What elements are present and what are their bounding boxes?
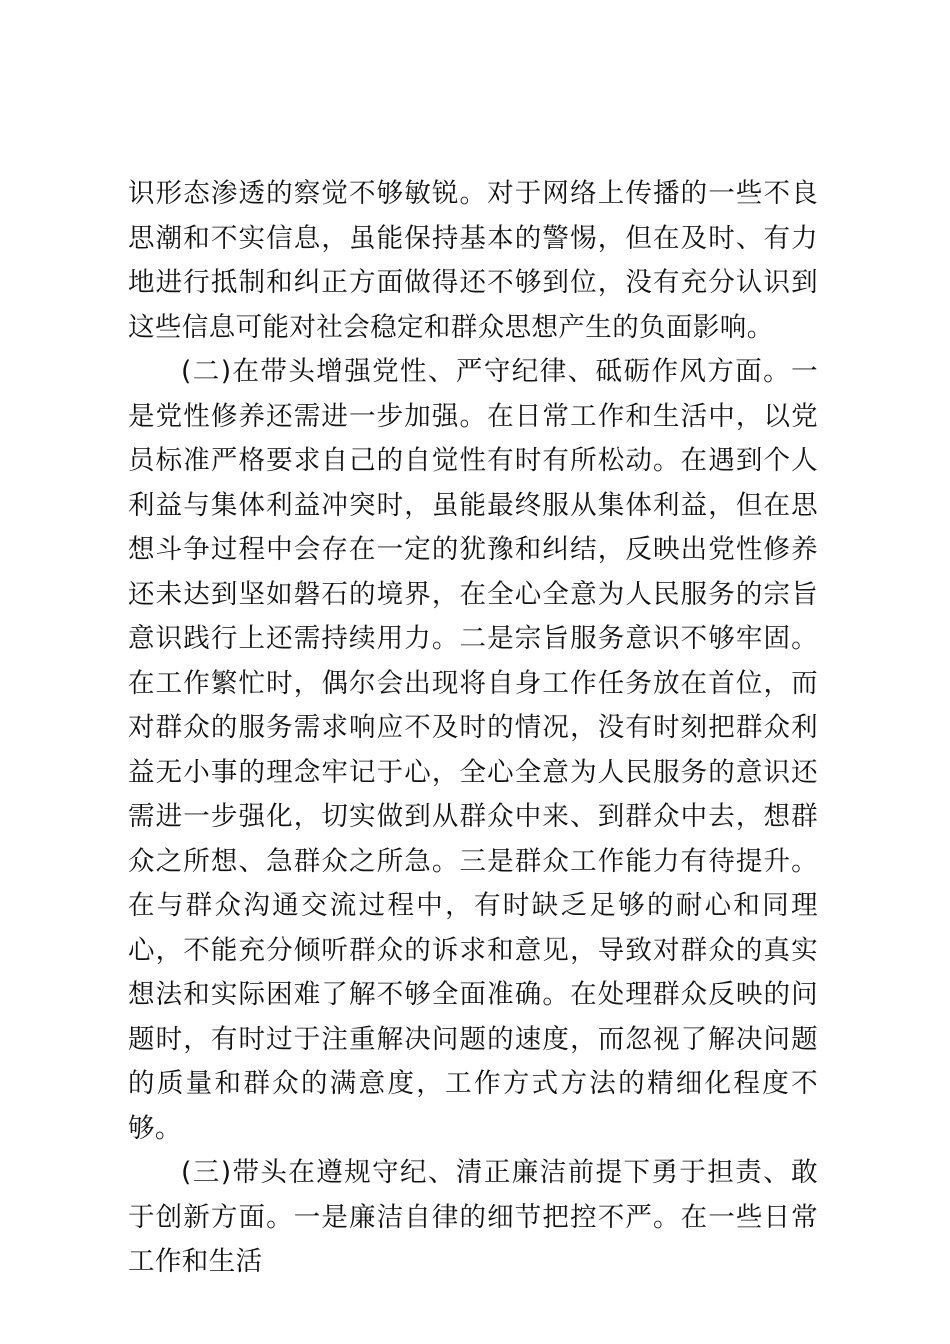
document-body: [128, 172, 818, 1285]
paragraph-section-two: (二)在带头增强党性、严守纪律、砥砺作风方面。一是党性修养还需进一步加强。在日常工作和生活中，以党员标准严格要求自己的自觉性有时有所松动。在遇到个人利益与集体利益冲突时，虽能最终服从集体利益，但在思想斗争过程中会存在一定的犹豫和纠结，反映出党性修养还未达到坚如磐石的境界，在全心全意为人民服务的宗旨意识践行上还需持续用力。二是宗旨服务意识不够牢固。在工作繁忙时，偶尔会出现将自身工作任务放在首位，而对群众的服务需求响应不及时的情况，没有时刻把群众利益无小事的理念牢记于心，全心全意为人民服务的意识还需进一步强化，切实做到从群众中来、到群众中去，想群众之所想、急群众之所急。三是群众工作能力有待提升。在与群众沟通交流过程中，有时缺乏足够的耐心和同理心，不能充分倾听群众的诉求和意见，导致对群众的真实想法和实际困难了解不够全面准确。在处理群众反映的问题时，有时过于注重解决问题的速度，而忽视了解决问题的质量和群众的满意度，工作方式方法的精细化程度不够。: [128, 356, 818, 1144]
paragraph-section-three: (三)带头在遵规守纪、清正廉洁前提下勇于担责、敢于创新方面。一是廉洁自律的细节把控不严。在一些日常工作和生活: [128, 1157, 818, 1277]
paragraph-continuation: 识形态渗透的察觉不够敏锐。对于网络上传播的一些不良思潮和不实信息，虽能保持基本的警惕，但在及时、有力地进行抵制和纠正方面做得还不够到位，没有充分认识到这些信息可能对社会稳定和群众思想产生的负面影响。: [128, 178, 818, 343]
